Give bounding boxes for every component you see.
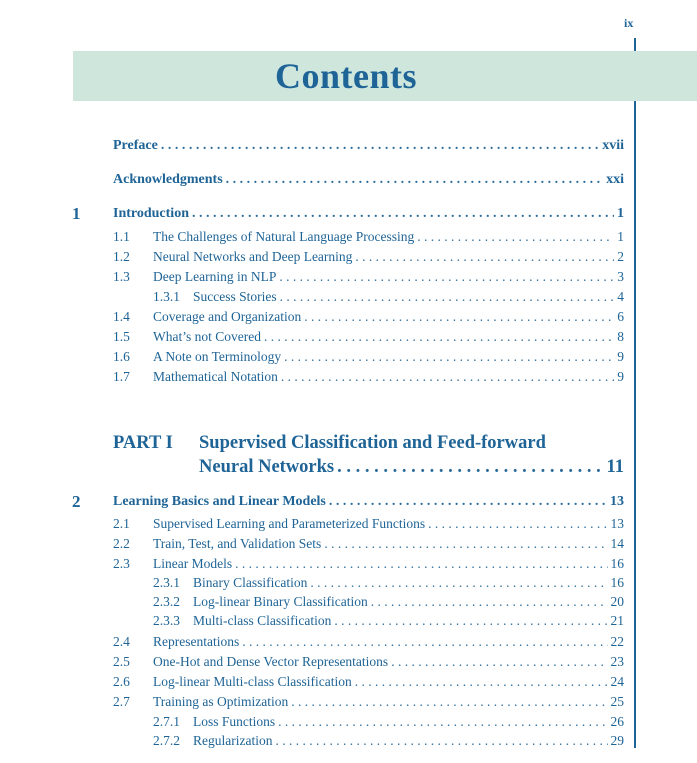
section-title: Linear Models — [153, 556, 233, 571]
toc-entry-preface[interactable] — [113, 138, 624, 154]
subsection-title: Loss Functions — [193, 714, 276, 729]
section-number: 2.3 — [113, 556, 130, 571]
section-number: 1.5 — [113, 329, 130, 344]
section-number: 2.1 — [113, 516, 130, 531]
toc-page: 4 — [617, 289, 624, 304]
section-title: Supervised Learning and Parameterized Functions — [153, 516, 426, 531]
subsection-title: Success Stories — [193, 289, 277, 304]
toc-entry-section[interactable] — [113, 369, 624, 385]
section-number: 1.3 — [113, 269, 130, 284]
toc-page: 22 — [610, 634, 624, 649]
part-title-line2-row[interactable] — [199, 457, 624, 478]
toc-page: 11 — [606, 457, 624, 477]
toc-page: xxi — [606, 172, 624, 187]
toc-page: 1 — [617, 229, 624, 244]
subsection-number: 1.3.1 — [153, 289, 180, 304]
toc-page: 29 — [610, 733, 624, 748]
section-number: 1.6 — [113, 349, 130, 364]
subsection-number: 2.3.3 — [153, 613, 180, 628]
subsection-title: Binary Classification — [193, 575, 308, 590]
toc-entry-subsection[interactable] — [153, 613, 624, 629]
toc-entry-chapter-1[interactable] — [113, 206, 624, 222]
dot-leader — [417, 229, 614, 245]
section-title: Mathematical Notation — [153, 369, 278, 384]
section-title: What’s not Covered — [153, 329, 261, 344]
toc-page: 16 — [610, 575, 624, 590]
toc-entry-subsection[interactable] — [153, 714, 624, 730]
toc-page: 8 — [617, 329, 624, 344]
toc-label: Introduction — [113, 206, 189, 221]
section-title: Neural Networks and Deep Learning — [153, 249, 353, 264]
toc-entry-subsection[interactable] — [153, 733, 624, 749]
toc-page: 6 — [617, 309, 624, 324]
toc-entry-section[interactable] — [113, 694, 624, 710]
dot-leader — [275, 733, 607, 749]
toc-page: 1 — [617, 206, 624, 221]
toc-entry-section[interactable] — [113, 674, 624, 690]
toc-label: Acknowledgments — [113, 172, 223, 187]
toc-page: 14 — [610, 536, 624, 551]
toc-entry-section[interactable] — [113, 536, 624, 552]
dot-leader — [428, 516, 607, 532]
part-label: PART I — [113, 433, 173, 453]
toc-page: 16 — [610, 556, 624, 571]
subsection-number: 2.7.1 — [153, 714, 180, 729]
section-title: One-Hot and Dense Vector Representations — [153, 654, 389, 669]
dot-leader — [304, 309, 614, 325]
dot-leader — [291, 694, 607, 710]
dot-leader — [310, 575, 607, 591]
dot-leader — [281, 369, 614, 385]
dot-leader — [337, 457, 603, 478]
toc-page: xvii — [602, 138, 624, 153]
toc-entry-chapter-2[interactable] — [113, 494, 624, 510]
toc-entry-section[interactable] — [113, 654, 624, 670]
section-number: 1.7 — [113, 369, 130, 384]
toc-entry-section[interactable] — [113, 329, 624, 345]
subsection-title: Regularization — [193, 733, 273, 748]
section-title: A Note on Terminology — [153, 349, 282, 364]
section-number: 1.1 — [113, 229, 130, 244]
toc-page: 13 — [610, 494, 624, 509]
section-number: 2.5 — [113, 654, 130, 669]
dot-leader — [324, 536, 607, 552]
section-title: Training as Optimization — [153, 694, 289, 709]
toc-entry-section[interactable] — [113, 229, 624, 245]
toc-entry-section[interactable] — [113, 249, 624, 265]
toc-page: 13 — [610, 516, 624, 531]
part-title-line1: Supervised Classification and Feed-forward — [199, 433, 546, 453]
toc-page: 2 — [617, 249, 624, 264]
toc-label: Preface — [113, 138, 158, 153]
dot-leader — [235, 556, 607, 572]
dot-leader — [278, 714, 607, 730]
dot-leader — [371, 594, 608, 610]
section-title: Log-linear Multi-class Classification — [153, 674, 352, 689]
toc-entry-subsection[interactable] — [153, 289, 624, 305]
dot-leader — [355, 674, 608, 690]
toc-page: 9 — [617, 369, 624, 384]
dot-leader — [242, 634, 607, 650]
toc-entry-section[interactable] — [113, 634, 624, 650]
toc-page: 9 — [617, 349, 624, 364]
subsection-title: Log-linear Binary Classification — [193, 594, 368, 609]
dot-leader — [329, 494, 607, 510]
toc-page: 26 — [610, 714, 624, 729]
toc-page: 25 — [610, 694, 624, 709]
toc-entry-subsection[interactable] — [153, 594, 624, 610]
dot-leader — [355, 249, 614, 265]
dot-leader — [161, 138, 599, 154]
toc-entry-section[interactable] — [113, 349, 624, 365]
toc-entry-section[interactable] — [113, 309, 624, 325]
margin-rule — [634, 38, 636, 748]
subsection-number: 2.3.2 — [153, 594, 180, 609]
toc-entry-section[interactable] — [113, 556, 624, 572]
section-title: The Challenges of Natural Language Processing — [153, 229, 415, 244]
page-title — [73, 51, 697, 101]
section-title: Representations — [153, 634, 240, 649]
section-title: Coverage and Organization — [153, 309, 302, 324]
page-number: ix — [624, 16, 634, 30]
subsection-number: 2.3.1 — [153, 575, 180, 590]
toc-page: 24 — [610, 674, 624, 689]
part-title-line2: Neural Networks — [199, 457, 335, 477]
section-title: Deep Learning in NLP — [153, 269, 277, 284]
toc-entry-section[interactable] — [113, 516, 624, 532]
section-number: 2.6 — [113, 674, 130, 689]
dot-leader — [284, 349, 614, 365]
dot-leader — [192, 206, 614, 222]
dot-leader — [391, 654, 607, 670]
toc-page: 23 — [610, 654, 624, 669]
toc-page: 3 — [617, 269, 624, 284]
toc-entry-acknowledgments[interactable] — [113, 172, 624, 188]
dot-leader — [334, 613, 607, 629]
dot-leader — [279, 269, 614, 285]
subsection-number: 2.7.2 — [153, 733, 180, 748]
section-number: 2.2 — [113, 536, 130, 551]
toc-entry-subsection[interactable] — [153, 575, 624, 591]
chapter-number: 2 — [72, 492, 81, 511]
toc-entry-section[interactable] — [113, 269, 624, 285]
dot-leader — [264, 329, 614, 345]
dot-leader — [226, 172, 603, 188]
chapter-number: 1 — [72, 204, 81, 223]
toc-page: 20 — [610, 594, 624, 609]
subsection-title: Multi-class Classification — [193, 613, 332, 628]
toc-label: Learning Basics and Linear Models — [113, 494, 326, 509]
dot-leader — [280, 289, 615, 305]
section-number: 1.2 — [113, 249, 130, 264]
section-number: 1.4 — [113, 309, 130, 324]
section-number: 2.7 — [113, 694, 130, 709]
page-title-text: Contents — [274, 56, 417, 96]
toc-page: 21 — [610, 613, 624, 628]
section-number: 2.4 — [113, 634, 130, 649]
section-title: Train, Test, and Validation Sets — [153, 536, 322, 551]
